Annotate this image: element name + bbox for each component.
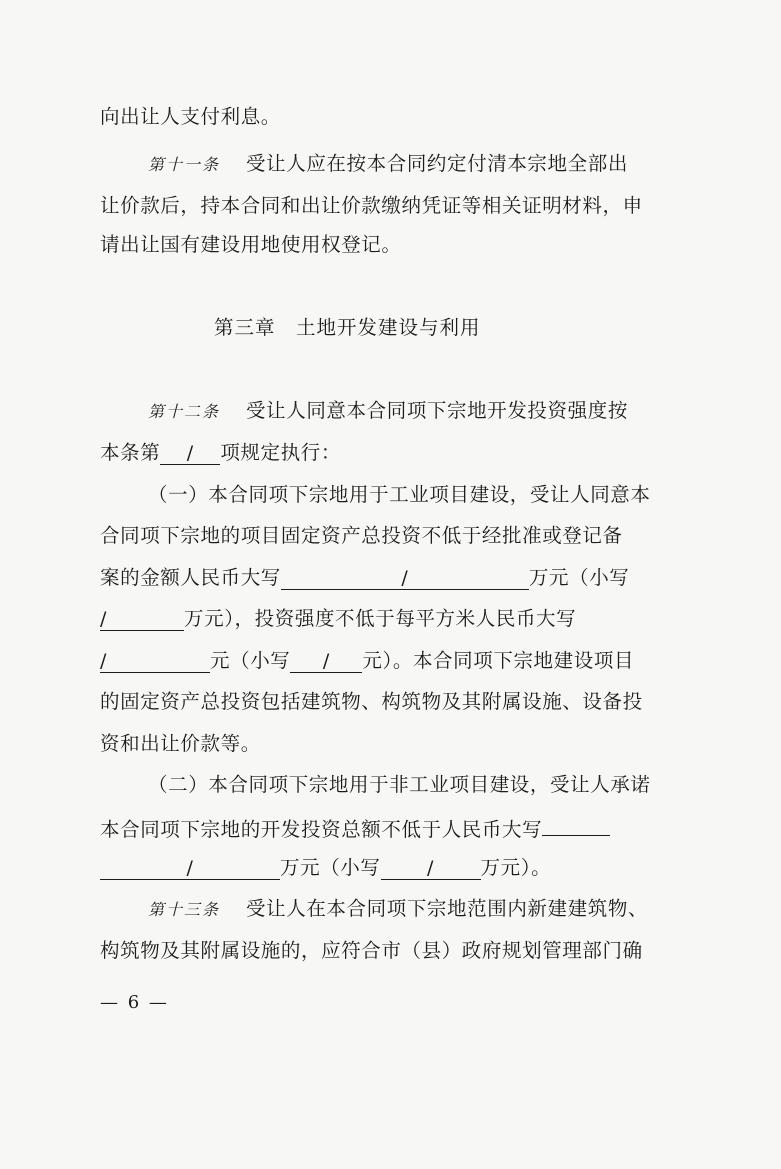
article-12-line: 第十二条 受让人同意本合同项下宗地开发投资强度按 [148,399,628,422]
fill-blank-nonindustrial-xiaoxie[interactable]: / [381,857,481,880]
fill-blank-total-investment-xiaoxie[interactable]: / [100,608,184,631]
text-line: 资和出让价款等。 [100,732,261,755]
fill-blank-nonindustrial-daxie[interactable]: / [100,857,280,880]
text-line: 合同项下宗地的项目固定资产总投资不低于经批准或登记备 [100,524,623,547]
text-line: 向出让人支付利息。 [100,105,281,128]
article-11-line: 第十一条 受让人应在按本合同约定付清本宗地全部出 [148,152,628,175]
fill-blank-item-number[interactable]: / [160,442,220,465]
article-number: 第十一条 [148,155,221,174]
text-line: 本合同项下宗地的开发投资总额不低于人民币大写 [100,813,610,843]
article-number: 第十三条 [148,900,221,919]
text-line: 构筑物及其附属设施的，应符合市（县）政府规划管理部门确 [100,939,643,962]
text-line: 本条第 / 项规定执行： [100,441,341,464]
fill-blank-total-investment-daxie[interactable]: / [281,567,529,590]
text-line: 请出让国有建设用地使用权登记。 [100,233,402,256]
text-line: / 万元），投资强度不低于每平方米人民币大写 [100,607,577,630]
text-line: （一）本合同项下宗地用于工业项目建设，受让人同意本 [148,483,651,506]
text-line: / 元（小写 / 元）。本合同项下宗地建设项目 [100,649,635,672]
fill-blank-intensity-daxie[interactable]: / [100,650,210,673]
chapter-heading: 第三章 土地开发建设与利用 [214,316,481,339]
text-line: 让价款后，持本合同和出让价款缴纳凭证等相关证明材料，申 [100,194,643,217]
article-number: 第十二条 [148,402,221,421]
text-line: / 万元（小写 / 万元）。 [100,855,551,881]
fill-blank-nonindustrial-daxie-start[interactable] [542,813,610,836]
text-line: （二）本合同项下宗地用于非工业项目建设，受让人承诺 [148,773,651,796]
fill-blank-intensity-xiaoxie[interactable]: / [290,650,362,673]
page-number: — 6 — [100,992,169,1013]
text-line: 案的金额人民币大写 / 万元（小写 [100,566,630,589]
article-13-line: 第十三条 受让人在本合同项下宗地范围内新建建筑物、 [148,897,649,920]
text-line: 的固定资产总投资包括建筑物、构筑物及其附属设施、设备投 [100,690,643,713]
